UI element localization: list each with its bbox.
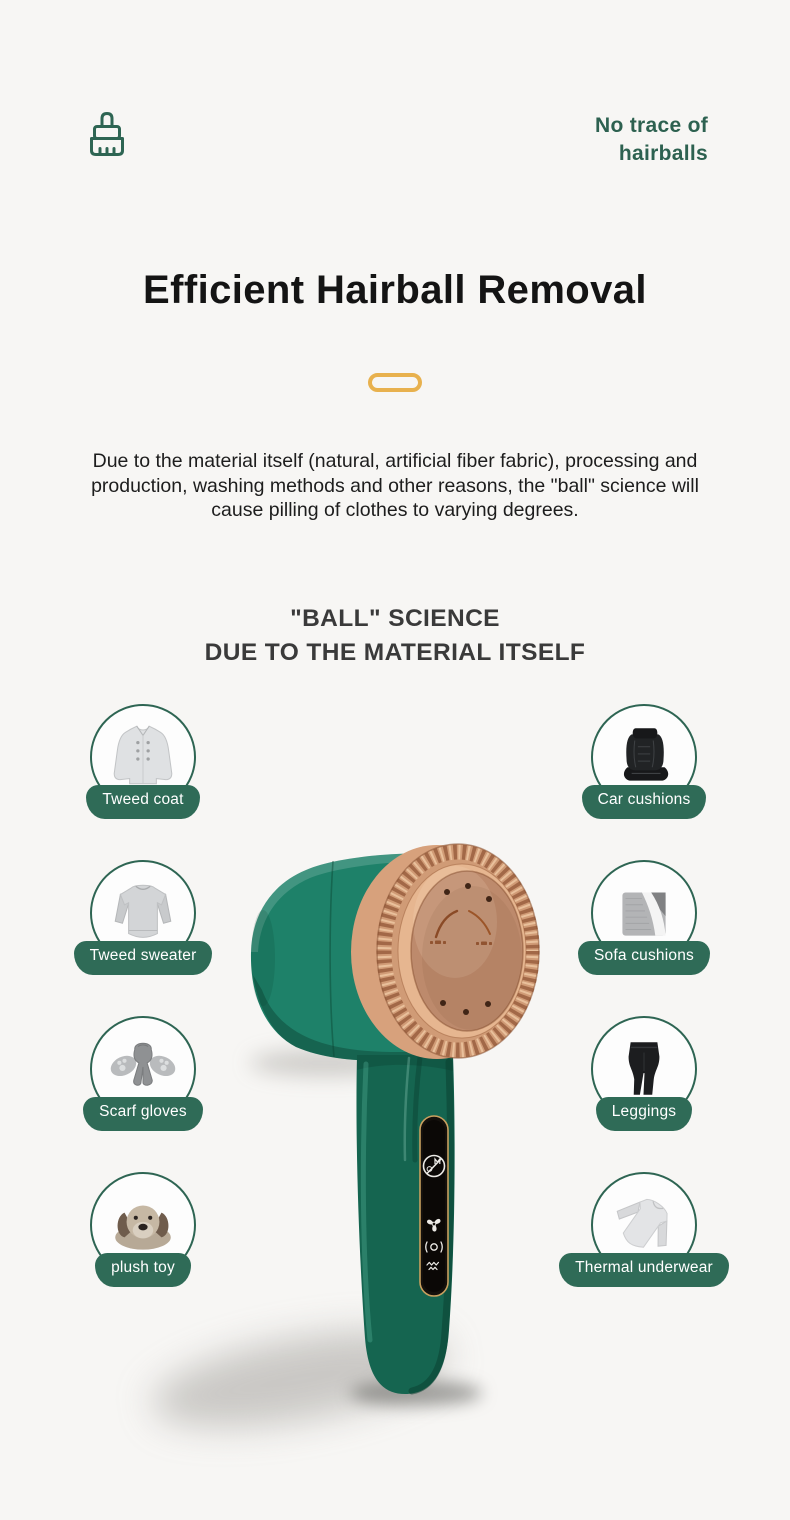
item-thermal-underwear: [576, 1172, 712, 1287]
item-plush-toy: [75, 1172, 211, 1287]
device-handle: [356, 1055, 454, 1394]
leggings-image: [607, 1032, 681, 1106]
plush-toy-image: [106, 1188, 180, 1262]
item-sofa-cushions: [576, 860, 712, 975]
section-heading: [0, 602, 790, 670]
item-label: plush toy: [95, 1253, 191, 1287]
tagline-line1: No trace of: [595, 114, 708, 137]
device-head: [351, 844, 539, 1059]
item-label: Car cushions: [582, 785, 707, 819]
item-label: Tweed coat: [86, 785, 199, 819]
page-title: Efficient Hairball Removal: [143, 268, 647, 312]
car-cushions-image: [607, 720, 681, 794]
section-heading-line2: DUE TO THE MATERIAL ITSELF: [204, 639, 586, 666]
item-label: Leggings: [596, 1097, 693, 1131]
item-car-cushions: [576, 704, 712, 819]
item-label: Sofa cushions: [578, 941, 710, 975]
tweed-sweater-image: [106, 876, 180, 950]
thermal-underwear-image: [607, 1188, 681, 1262]
tweed-coat-image: [106, 720, 180, 794]
item-tweed-coat: [75, 704, 211, 819]
tagline: [595, 112, 708, 168]
gold-pill-divider: [368, 373, 422, 392]
item-label: Tweed sweater: [74, 941, 213, 975]
scarf-gloves-image: [106, 1032, 180, 1106]
lint-remover-product: [240, 830, 570, 1460]
sofa-cushions-image: [607, 876, 681, 950]
brush-icon: [84, 106, 130, 162]
item-label: Scarf gloves: [83, 1097, 203, 1131]
description-text: Due to the material itself (natural, artificial fiber fabric), processing and production, washing methods and other reasons, the "ball" science will cause pilling of clothes to varying degrees.: [91, 450, 699, 522]
item-label: Thermal underwear: [559, 1253, 729, 1287]
section-heading-line1: "BALL" SCIENCE: [290, 605, 500, 632]
item-tweed-sweater: [75, 860, 211, 975]
device-control-panel: [420, 1116, 448, 1296]
item-leggings: [576, 1016, 712, 1131]
item-scarf-gloves: [75, 1016, 211, 1131]
tagline-line2: hairballs: [618, 142, 708, 165]
